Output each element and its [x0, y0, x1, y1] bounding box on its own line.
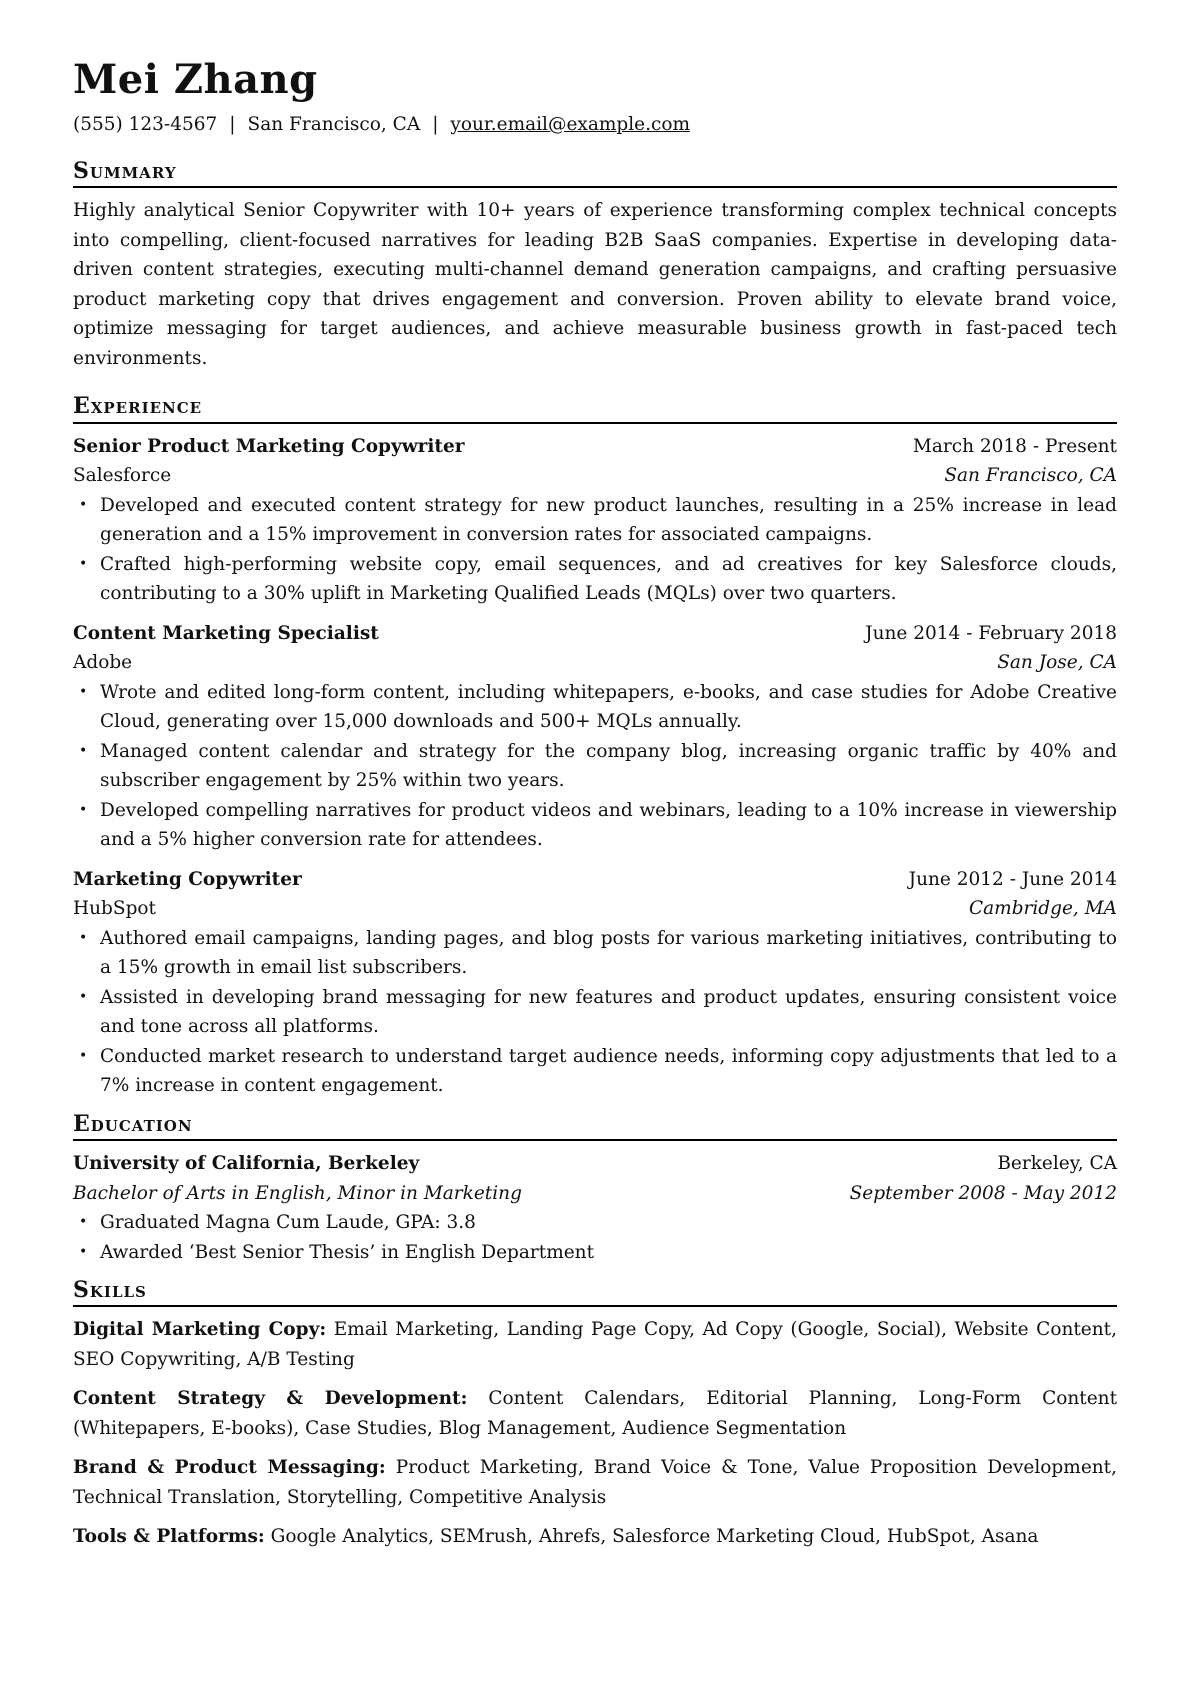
candidate-name: Mei Zhang — [73, 56, 318, 103]
education-bullet — [73, 1238, 1117, 1268]
skill-group — [73, 1384, 1117, 1443]
bullet-text: Assisted in developing brand messaging for new features and product updates, ensuring consistent voice and tone across all platforms. — [100, 986, 1117, 1038]
education-header-row — [73, 1149, 1117, 1179]
bullet-text: Developed compelling narratives for product videos and webinars, leading to a 10% increase in viewership and a 5% higher conversion rate for attendees. — [100, 799, 1117, 851]
location: San Francisco, CA — [247, 114, 421, 135]
skill-group-items: Content Calendars, Editorial Planning, Long-Form Content (Whitepapers, E-books), Case Studies, Blog Management, Audience Segmentation — [73, 1388, 1118, 1439]
job-bullet — [73, 678, 1117, 737]
skill-group — [73, 1315, 1117, 1374]
job-bullet — [73, 1042, 1117, 1101]
bullet-icon: • — [79, 683, 88, 700]
job-dates: June 2014 - February 2018 — [865, 622, 1117, 644]
education-bullet — [73, 1208, 1117, 1238]
email-link[interactable]: your.email@example.com — [450, 114, 691, 135]
contact-separator: | — [229, 114, 236, 135]
bullet-icon: • — [79, 742, 88, 759]
job-bullets — [73, 924, 1117, 1101]
job-bullet — [73, 491, 1117, 550]
job-header-row — [73, 865, 1117, 895]
job-bullet — [73, 983, 1117, 1042]
school-name: University of California, Berkeley — [73, 1153, 420, 1175]
bullet-icon: • — [79, 988, 88, 1005]
degree: Bachelor of Arts in English, Minor in Marketing — [73, 1182, 522, 1204]
bullet-text: Awarded ‘Best Senior Thesis’ in English Department — [100, 1241, 595, 1263]
job-bullet — [73, 796, 1117, 855]
job-company: HubSpot — [73, 898, 156, 920]
bullet-icon: • — [79, 555, 88, 572]
contact-line — [73, 112, 1117, 138]
job-location: Cambridge, MA — [968, 898, 1117, 920]
bullet-text: Graduated Magna Cum Laude, GPA: 3.8 — [100, 1212, 476, 1234]
job-role: Marketing Copywriter — [73, 868, 302, 890]
job-bullet — [73, 924, 1117, 983]
bullet-icon: • — [79, 801, 88, 818]
job-header-row — [73, 619, 1117, 649]
job-company-row — [73, 894, 1117, 924]
job-entry — [73, 865, 1117, 1101]
job-location: San Jose, CA — [997, 652, 1117, 674]
bullet-icon: • — [79, 1214, 88, 1231]
skill-group-label: Brand & Product Messaging: — [73, 1457, 386, 1479]
job-bullet — [73, 550, 1117, 609]
skill-group-items: Product Marketing, Brand Voice & Tone, Value Proposition Development, Technical Translation, Storytelling, Competitive Analysis — [73, 1457, 1117, 1508]
experience-section — [73, 393, 1117, 1100]
contact-separator: | — [432, 114, 439, 135]
job-location: San Francisco, CA — [944, 465, 1117, 487]
job-dates: March 2018 - Present — [912, 435, 1117, 457]
bullet-text: Managed content calendar and strategy for the company blog, increasing organic traffic by 40% and subscriber engagement by 25% within two years. — [100, 740, 1117, 792]
skill-group — [73, 1453, 1117, 1512]
section-title-experience: Experience — [73, 393, 1117, 423]
job-role: Content Marketing Specialist — [73, 622, 379, 644]
skills-section — [73, 1277, 1117, 1552]
phone-number: (555) 123-4567 — [73, 114, 218, 135]
job-entry — [73, 432, 1117, 609]
skill-group-items: Email Marketing, Landing Page Copy, Ad Copy (Google, Social), Website Content, SEO Copywriting, A/B Testing — [73, 1319, 1117, 1370]
job-entry — [73, 619, 1117, 855]
summary-text: Highly analytical Senior Copywriter with 10+ years of experience transforming complex technical concepts into compelling, client-focused narratives for leading B2B SaaS companies. Expertise in developing data-driven content strategies, executing multi-channel demand generation campaigns, and crafting persuasive product marketing copy that drives engagement and conversion. Proven ability to elevate brand voice, optimize messaging for target audiences, and achieve measurable business growth in fast-paced tech environments. — [73, 200, 1117, 369]
skill-group-label: Digital Marketing Copy: — [73, 1319, 327, 1341]
bullet-icon: • — [79, 496, 88, 513]
bullet-text: Authored email campaigns, landing pages, and blog posts for various marketing initiatives, contributing to a 15% growth in email list subscribers. — [100, 927, 1117, 979]
job-company: Adobe — [73, 652, 133, 674]
skill-group — [73, 1522, 1117, 1552]
school-location: Berkeley, CA — [997, 1153, 1117, 1175]
skill-group-label: Tools & Platforms: — [73, 1526, 265, 1548]
job-company-row — [73, 461, 1117, 491]
summary-section — [73, 158, 1117, 373]
job-dates: June 2012 - June 2014 — [908, 868, 1117, 890]
job-role: Senior Product Marketing Copywriter — [73, 435, 465, 457]
education-section — [73, 1111, 1117, 1267]
bullet-icon: • — [79, 929, 88, 946]
bullet-text: Conducted market research to understand target audience needs, informing copy adjustments that led to a 7% increase in content engagement. — [100, 1045, 1117, 1097]
job-bullets — [73, 678, 1117, 855]
job-company: Salesforce — [73, 465, 172, 487]
section-title-summary: Summary — [73, 158, 1117, 188]
section-title-education: Education — [73, 1111, 1117, 1141]
job-header-row — [73, 432, 1117, 462]
bullet-icon: • — [79, 1047, 88, 1064]
job-company-row — [73, 648, 1117, 678]
job-bullet — [73, 737, 1117, 796]
education-bullets — [73, 1208, 1117, 1267]
bullet-icon: • — [79, 1243, 88, 1260]
education-dates: September 2008 - May 2012 — [849, 1182, 1117, 1204]
skill-group-label: Content Strategy & Development: — [73, 1388, 468, 1410]
degree-row — [73, 1179, 1117, 1209]
skill-group-items: Google Analytics, SEMrush, Ahrefs, Salesforce Marketing Cloud, HubSpot, Asana — [270, 1526, 1039, 1548]
job-bullets — [73, 491, 1117, 609]
bullet-text: Wrote and edited long-form content, including whitepapers, e-books, and case studies for Adobe Creative Cloud, generating over 15,000 downloads and 500+ MQLs annually. — [100, 681, 1117, 733]
bullet-text: Crafted high-performing website copy, email sequences, and ad creatives for key Salesforce clouds, contributing to a 30% uplift in Marketing Qualified Leads (MQLs) over two quarters. — [100, 553, 1117, 605]
bullet-text: Developed and executed content strategy for new product launches, resulting in a 25% increase in lead generation and a 15% improvement in conversion rates for associated campaigns. — [100, 494, 1117, 546]
education-entry — [73, 1149, 1117, 1267]
section-title-skills: Skills — [73, 1277, 1117, 1307]
